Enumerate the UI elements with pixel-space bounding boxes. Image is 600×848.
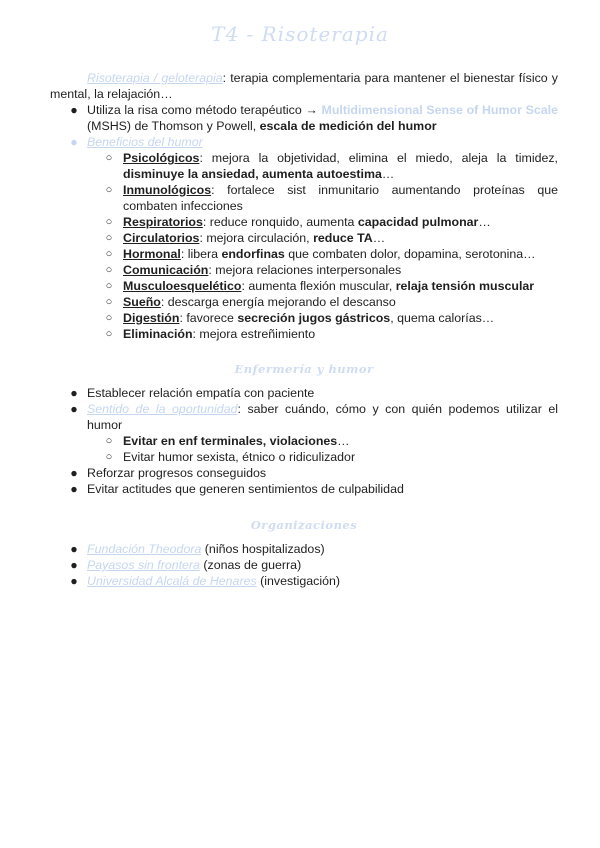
- benefit-post: …: [381, 167, 395, 181]
- benefit-text: : aumenta flexión muscular,: [241, 279, 396, 293]
- benefit-label: Inmunológicos: [123, 183, 212, 197]
- benefit-label: Eliminación: [123, 327, 193, 341]
- circle-bullet-icon: ○: [105, 152, 113, 164]
- sub-list: [87, 433, 558, 465]
- circle-bullet-icon: ○: [105, 264, 113, 276]
- benefit-text: : mejora circulación,: [199, 231, 314, 245]
- bullet-icon: ●: [70, 466, 78, 480]
- mshs-link: Multidimensional Sense of Humor Scale: [321, 103, 558, 117]
- benefit-bold: disminuye la ansiedad, aumenta autoestima: [123, 167, 382, 181]
- intro-paragraph: [50, 70, 558, 102]
- benefit-label: Musculoesquelético: [123, 279, 242, 293]
- organizacion-desc: (niños hospitalizados): [201, 542, 325, 556]
- benefit-text: : favorece: [179, 311, 238, 325]
- list-item: ● Reforzar progresos conseguidos: [70, 466, 267, 480]
- bullet-icon: ●: [70, 558, 78, 572]
- benefit-text: : mejora estreñimiento: [192, 327, 316, 341]
- circle-bullet-icon: ○: [105, 248, 113, 260]
- benefit-bold: endorfinas: [221, 247, 285, 261]
- benefit-item: [87, 150, 558, 182]
- organizacion-name: Universidad Alcalá de Henares: [87, 574, 257, 588]
- benefit-item: [87, 262, 558, 278]
- benefit-text: : libera: [180, 247, 222, 261]
- section-heading-organizaciones: Organizaciones: [250, 518, 358, 532]
- main-list: [50, 102, 558, 342]
- bullet-icon: ●: [70, 402, 78, 416]
- circle-bullet-icon: ○: [105, 280, 113, 292]
- benefit-text: : mejora relaciones interpersonales: [208, 263, 402, 277]
- section-heading-enfermeria: Enfermería y humor: [234, 362, 374, 376]
- benefits-list: [87, 150, 558, 342]
- sub-list-item: ○ Evitar humor sexista, étnico o ridiculizador: [105, 450, 356, 464]
- circle-bullet-icon: ○: [105, 216, 113, 228]
- bullet-icon: ●: [70, 482, 78, 496]
- benefit-label: Hormonal: [123, 247, 181, 261]
- list-item: [50, 134, 558, 342]
- benefit-bold: secreción jugos gástricos: [237, 311, 391, 325]
- bullet-icon: ●: [70, 386, 78, 400]
- intro-term: Risoterapia / geloterapia: [87, 71, 223, 85]
- benefit-text: : fortalece sist inmunitario aumentando proteínas que combaten infecciones: [123, 183, 558, 213]
- circle-bullet-icon: ○: [105, 184, 113, 196]
- benefit-label: Sueño: [123, 295, 161, 309]
- benefit-item: [87, 294, 558, 310]
- organizacion-item: [50, 541, 558, 557]
- benefit-bold: reduce TA: [313, 231, 373, 245]
- benefit-item: [87, 182, 558, 214]
- benefit-post: , quema calorías…: [390, 311, 495, 325]
- benefit-bold: capacidad pulmonar: [357, 215, 479, 229]
- benefit-text: : reduce ronquido, aumenta: [202, 215, 358, 229]
- organizacion-name: Fundación Theodora: [87, 542, 202, 556]
- benefit-item: [87, 246, 558, 262]
- list-item: ● Evitar actitudes que generen sentimientos de culpabilidad: [70, 482, 404, 496]
- benefit-item: [87, 278, 558, 294]
- circle-bullet-icon: ○: [105, 328, 113, 340]
- organizacion-item: [50, 573, 558, 589]
- oportunidad-term: Sentido de la oportunidad: [87, 402, 238, 416]
- benefit-label: Circulatorios: [123, 231, 200, 245]
- benefit-label: Psicológicos: [123, 151, 200, 165]
- benefit-item: [87, 310, 558, 326]
- organizacion-item: [50, 557, 558, 573]
- benefit-label: Respiratorios: [123, 215, 203, 229]
- list-item: ● Utiliza la risa como método terapéutico → Multidimensional Sense of Humor Scale (MSHS) de Thomson y Powell, escala de medición del humor: [70, 103, 558, 133]
- page-title: T4 - Risoterapia: [211, 22, 389, 46]
- document-body: [50, 70, 558, 589]
- benefit-label: Digestión: [123, 311, 180, 325]
- list-item: ● Sentido de la oportunidad: saber cuándo, cómo y con quién podemos utilizar el humor ○ Evitar en enf terminales, violaciones… ○ Evitar humor sexista, étnico o ridiculizador: [70, 402, 558, 464]
- benefits-heading: Beneficios del humor: [87, 135, 203, 149]
- bullet-icon: ●: [70, 135, 78, 149]
- benefit-post: …: [372, 231, 386, 245]
- benefit-post: que combaten dolor, dopamina, serotonina…: [284, 247, 536, 261]
- benefit-text: : mejora la objetividad, elimina el miedo, aleja la timidez,: [199, 151, 558, 165]
- benefit-label: Comunicación: [123, 263, 209, 277]
- circle-bullet-icon: ○: [105, 312, 113, 324]
- circle-bullet-icon: ○: [105, 451, 113, 463]
- intro-text: : terapia complementaria para mantener el bienestar físico y mental, la relajación…: [50, 71, 558, 101]
- organizacion-desc: (zonas de guerra): [199, 558, 302, 572]
- organizaciones-list: [50, 541, 558, 589]
- organizacion-desc: (investigación): [256, 574, 341, 588]
- list-item: ● Establecer relación empatía con paciente: [70, 386, 315, 400]
- bullet-icon: ●: [70, 574, 78, 588]
- bullet-icon: ●: [70, 103, 78, 117]
- sub-list-item: ○ Evitar en enf terminales, violaciones…: [105, 434, 350, 448]
- circle-bullet-icon: ○: [105, 435, 113, 447]
- circle-bullet-icon: ○: [105, 232, 113, 244]
- benefit-post: …: [478, 215, 491, 229]
- benefit-item: [87, 230, 558, 246]
- benefit-item: [87, 326, 558, 342]
- bullet-icon: ●: [70, 542, 78, 556]
- benefit-bold: relaja tensión muscular: [395, 279, 535, 293]
- benefit-item: [87, 214, 558, 230]
- circle-bullet-icon: ○: [105, 296, 113, 308]
- organizacion-name: Payasos sin frontera: [87, 558, 200, 572]
- enfermeria-list: [50, 385, 558, 497]
- benefit-text: : descarga energía mejorando el descanso: [160, 295, 396, 309]
